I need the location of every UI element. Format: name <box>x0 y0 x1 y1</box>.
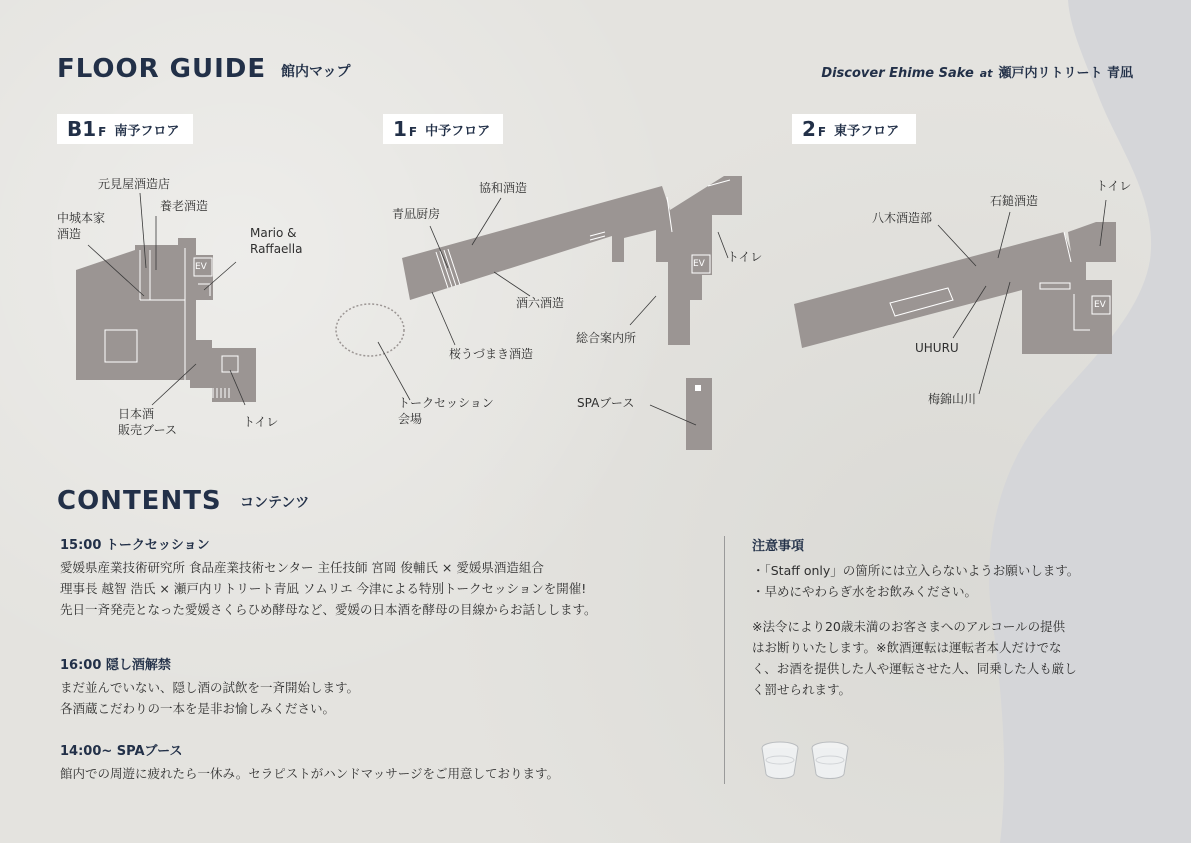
contents-item-time: 16:00 隠し酒解禁 <box>60 658 171 673</box>
label-nakajo-1: 中城本家 <box>57 211 106 225</box>
floor-suffix: F <box>98 125 107 139</box>
label-uhuru: UHURU <box>915 341 959 355</box>
label-nihonshu-2: 販売ブース <box>118 423 178 437</box>
label-motomiya: 元見屋酒造店 <box>98 177 171 191</box>
floor-suffix: F <box>817 125 827 139</box>
label-sakura: 桜うづまき酒造 <box>449 347 534 361</box>
floor-name: 東予フロア <box>834 123 900 139</box>
notes-warning-line: ※法令により20歳未満のお客さまへのアルコールの提供 <box>752 619 1066 634</box>
floor-number: B1 <box>67 117 97 141</box>
contents-item-time: 14:00~ SPAブース <box>60 744 183 759</box>
label-talk-2: 会場 <box>398 412 423 426</box>
label-kyowa: 協和酒造 <box>479 181 528 195</box>
label-sogo: 総合案内所 <box>576 331 637 345</box>
b1-floor-plan <box>76 238 256 402</box>
label-toilet-1f: トイレ <box>727 250 763 264</box>
label-umenishiki: 梅錦山川 <box>928 392 977 406</box>
contents-item-2 <box>60 654 710 719</box>
contents-item-line: 館内での周遊に疲れたら一休み。セラピストがハンドマッサージをご用意しております。 <box>60 766 560 781</box>
page-subtitle: 館内マップ <box>281 64 351 80</box>
talk-session-venue-outline <box>336 304 404 356</box>
contents-item-line: まだ並んでいない、隠し酒の試飲を一斉開始します。 <box>60 680 360 695</box>
label-nakajo-2: 酒造 <box>57 227 82 241</box>
notes-section <box>752 535 1142 700</box>
label-toilet-b1: トイレ <box>243 415 279 429</box>
ev-label-b1: EV <box>195 262 207 272</box>
sake-cup-icon <box>812 742 848 779</box>
ev-label-1f: EV <box>693 259 705 269</box>
contents-item-line: 先日一斉発売となった愛媛さくらひめ酵母など、愛媛の日本酒を酵母の目線からお話しします。 <box>60 602 597 617</box>
contents-title: CONTENTS <box>57 486 222 516</box>
floor-name: 南予フロア <box>114 123 180 139</box>
label-sakaroku: 酒六酒造 <box>516 296 565 310</box>
notes-bullet: ・「Staff only」の箇所には立入らないようお願いします。 <box>752 563 1080 578</box>
contents-subtitle: コンテンツ <box>240 495 310 511</box>
label-yoro: 養老酒造 <box>160 199 209 213</box>
label-yagi: 八木酒造部 <box>872 211 933 225</box>
ev-label-2f: EV <box>1094 300 1106 310</box>
floor-number: 1 <box>393 117 407 141</box>
page-title: FLOOR GUIDE <box>57 54 267 84</box>
notes-warning-line: く罰せられます。 <box>752 682 852 697</box>
label-mario-2: Raffaella <box>250 242 303 256</box>
sake-cups <box>758 738 858 786</box>
contents-item-line: 各酒蔵こだわりの一本を是非お愉しみください。 <box>60 701 336 716</box>
tagline-main: Discover Ehime Sake <box>821 66 974 81</box>
section-divider <box>724 536 725 784</box>
contents-item-time: 15:00 トークセッション <box>60 538 210 553</box>
floor-name: 中予フロア <box>425 123 491 139</box>
label-ishizuchi: 石鎚酒造 <box>990 194 1039 208</box>
label-aonagi: 青凪厨房 <box>392 207 441 221</box>
notes-warning-line: く、お酒を提供した人や運転させた人、同乗した人も厳し <box>752 661 1077 676</box>
contents-item-line: 理事長 越智 浩氏 × 瀬戸内リトリート青凪 ソムリエ 今津による特別トークセッションを開催! <box>60 581 587 596</box>
floor-suffix: F <box>408 125 418 139</box>
tagline-at: at <box>979 67 993 80</box>
notes-warning-line: はお断りいたします。※飲酒運転は運転者本人だけでな <box>752 640 1062 655</box>
floor-number: 2 <box>802 117 816 141</box>
sake-cup-icon <box>762 742 798 779</box>
notes-bullet: ・早めにやわらぎ水をお飲みください。 <box>752 584 978 599</box>
tagline-venue: 瀬戸内リトリート 青凪 <box>998 66 1133 81</box>
notes-title: 注意事項 <box>752 539 805 554</box>
contents-item-1 <box>60 534 710 620</box>
label-toilet-2f: トイレ <box>1096 179 1132 193</box>
label-nihonshu-1: 日本酒 <box>118 407 155 421</box>
label-spa: SPAブース <box>577 396 635 410</box>
label-mario-1: Mario & <box>250 226 297 240</box>
contents-item-line: 愛媛県産業技術研究所 食品産業技術センター 主任技師 宮岡 俊輔氏 × 愛媛県酒造組合 <box>60 560 544 575</box>
contents-item-3 <box>60 740 710 784</box>
label-talk-1: トークセッション <box>398 396 494 410</box>
